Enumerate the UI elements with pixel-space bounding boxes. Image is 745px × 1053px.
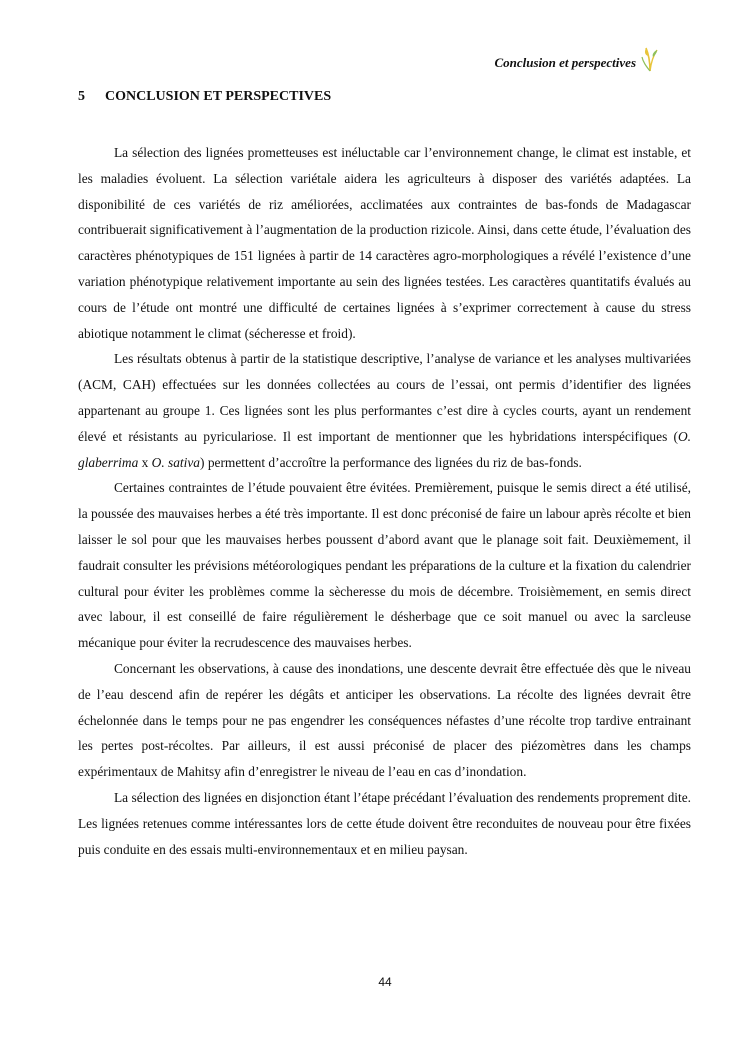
section-title: CONCLUSION ET PERSPECTIVES: [105, 89, 332, 104]
species-glaberrima: O. glaberrima: [78, 428, 691, 470]
paragraph-2-part-2: ) permettent d’accroître la performance des lignées du riz de bas-fonds.: [200, 454, 582, 470]
cross-symbol: x: [138, 454, 152, 470]
paragraph-5: La sélection des lignées en disjonction étant l’étape précédant l’évaluation des rendements proprement dite. Les lignées retenues comme intéressantes lors de cette étude doivent être reconduites de nouveau pour être fixées puis conduite en des essais multi-environnementaux et en milieu paysan.: [78, 789, 691, 857]
body-text: [78, 140, 691, 862]
paragraph-1: La sélection des lignées prometteuses est inéluctable car l’environnement change, le climat est instable, et les maladies évoluent. La sélection variétale aidera les agriculteurs à disposer des variétés adaptées. La disponibilité de ces variétés de riz améliorées, acclimatées aux contraintes de bas-fonds de Madagascar contribuerait significativement à l’augmentation de la production rizicole. Ainsi, dans cette étude, l’évaluation des caractères phénotypiques de 151 lignées à partir de 14 caractères agro-morphologiques a révélé l’existence d’une variation phénotypique relativement importante au sein des lignées testées. Les caractères quantitatifs évalués au cours de l’étude ont montré une difficulté de certaines lignées à s’exprimer correctement à cause du stress abiotique notamment le climat (sécheresse et froid).: [78, 145, 691, 341]
species-sativa: O. sativa: [151, 454, 201, 470]
section-heading: [78, 89, 331, 105]
paragraph-4: Concernant les observations, à cause des inondations, une descente devrait être effectuée dès que le niveau de l’eau descend afin de repérer les dégâts et anticiper les observations. La récolte des lignées devrait être échelonnée dans le temps pour ne pas engendrer les conséquences néfastes d’une récolte trop tardive entrainant les pertes post-récoltes. Par ailleurs, il est aussi préconisé de placer des piézomètres dans les champs expérimentaux de Mahitsy afin d’enregistrer le niveau de l’eau en cas d’inondation.: [78, 660, 691, 780]
page-number: 44: [378, 975, 392, 989]
paragraph-2-part-1: Les résultats obtenus à partir de la statistique descriptive, l’analyse de variance et les analyses multivariées (ACM, CAH) effectuées sur les données collectées au cours de l’essai, ont permis d’identifier des lignées appartenant au groupe 1. Ces lignées sont les plus performantes c’est dire à cycles courts, ayant un rendement élevé et résistants au pyriculariose. Il est important de mentionner que les hybridations interspécifiques (: [78, 351, 691, 444]
running-title: Conclusion et perspectives: [494, 55, 636, 70]
section-number: 5: [78, 89, 85, 104]
paragraph-3: Certaines contraintes de l’étude pouvaient être évitées. Premièrement, puisque le semis direct a été utilisé, la poussée des mauvaises herbes a été très importante. Il est donc préconisé de faire un labour après récolte et bien laisser le sol pour que les mauvaises herbes poussent d’abord avant que le planage soit fait. Deuxièmement, il faudrait consulter les prévisions météorologiques pendant les préparations de la culture et la fixation du calendrier cultural pour éviter les problèmes comme la sècheresse du mois de décembre. Troisièmement, en semis direct avec labour, il est conseillé de faire régulièrement le désherbage que ce soit manuel ou avec la sarcleuse mécanique pour éviter la recrudescence des mauvaises herbes.: [78, 480, 691, 651]
running-header: [494, 54, 660, 72]
paragraph-2: [78, 346, 691, 475]
rice-leaf-icon: [640, 46, 660, 72]
